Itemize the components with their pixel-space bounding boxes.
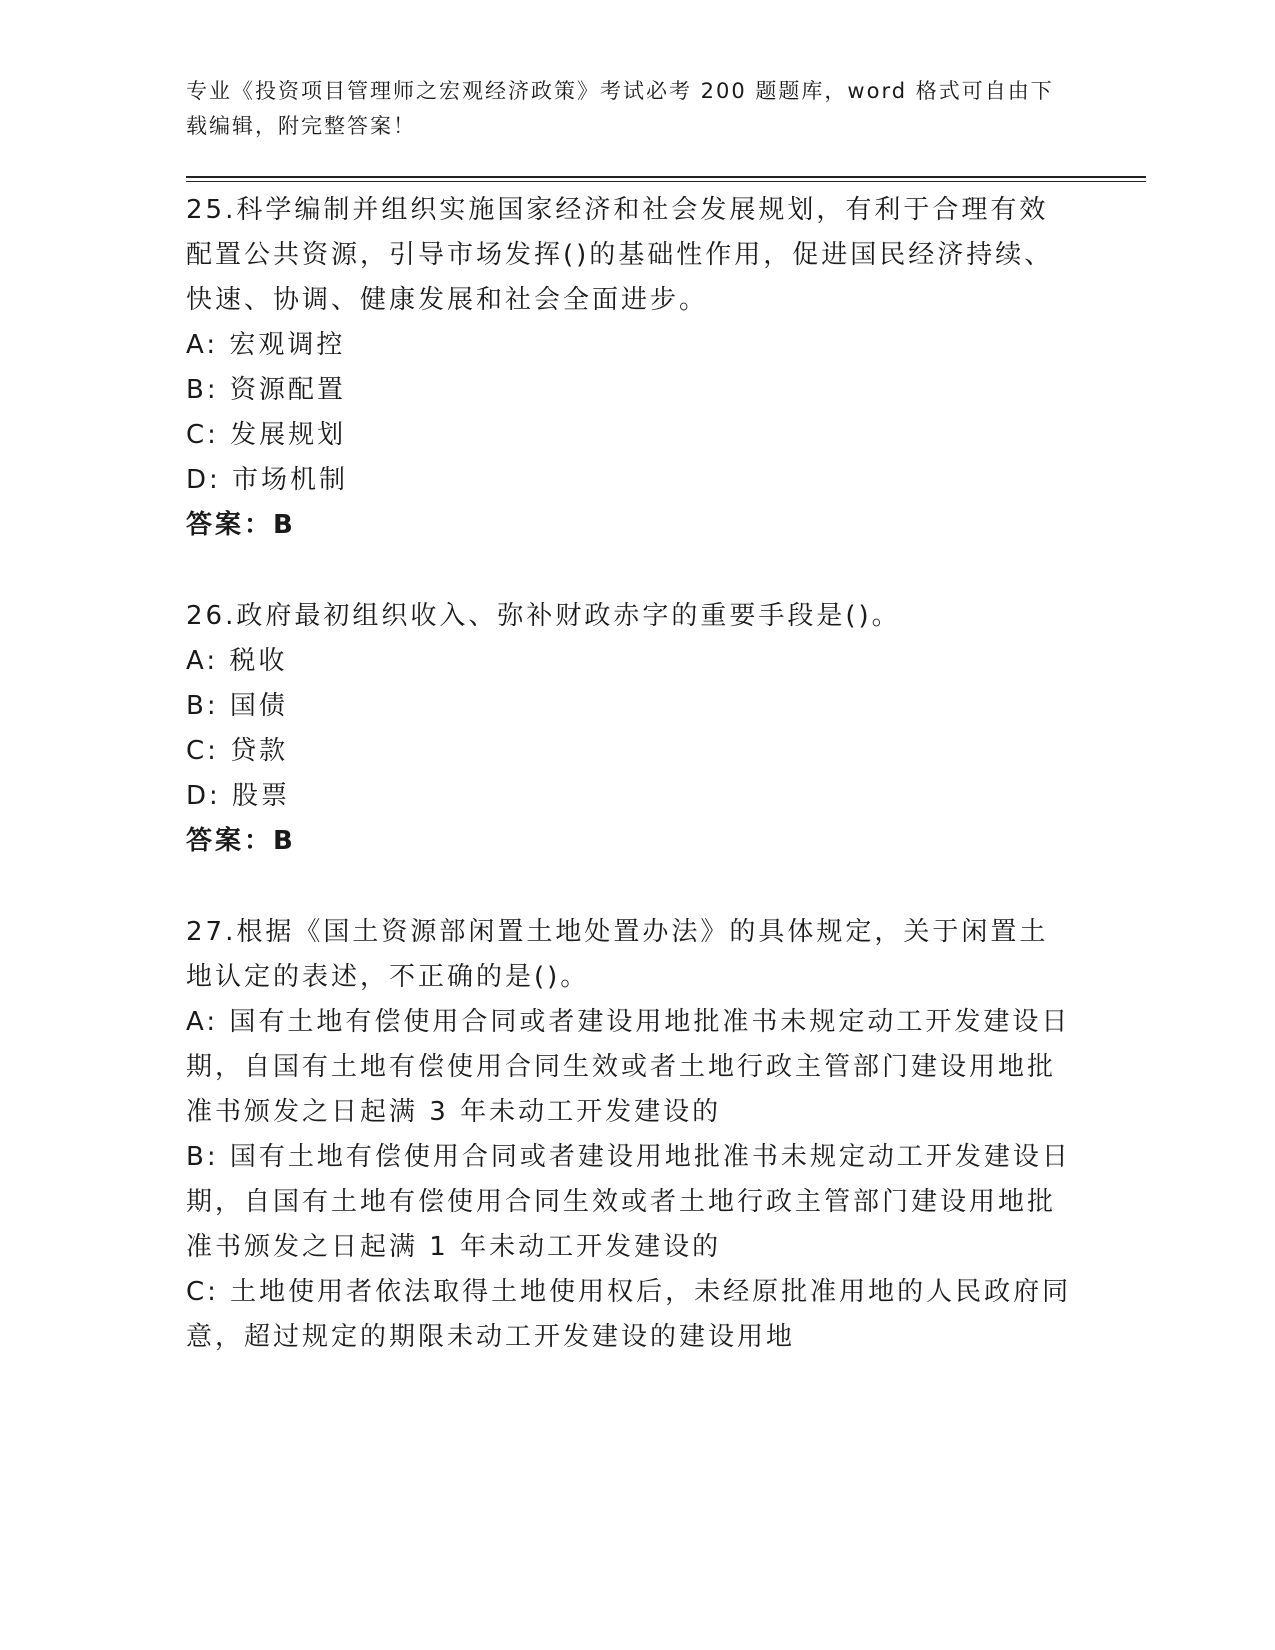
option-a: A: 国有土地有偿使用合同或者建设用地批准书未规定动工开发建设日期，自国有土地有偿使用合同生效或者土地行政主管部门建设用地批准书颁发之日起满 3 年未动工开发建设的 xyxy=(186,1007,1071,1127)
option-d: D: 股票 xyxy=(186,781,291,811)
question-stem: 27.根据《国土资源部闲置土地处置办法》的具体规定，关于闲置土地认定的表述，不正确的是()。 xyxy=(186,917,1049,992)
question-25 xyxy=(186,188,1076,548)
option-b: B: 国债 xyxy=(186,691,288,721)
option-a: A: 宏观调控 xyxy=(186,330,346,360)
question-list xyxy=(186,188,1076,1406)
answer: 答案：B xyxy=(186,510,296,540)
page-header: 专业《投资项目管理师之宏观经济政策》考试必考 200 题题库，word 格式可自由下载编辑，附完整答案！ xyxy=(186,79,1054,138)
option-d: D: 市场机制 xyxy=(186,465,349,495)
option-c: C: 贷款 xyxy=(186,736,289,766)
option-b: B: 资源配置 xyxy=(186,375,346,405)
option-c: C: 土地使用者依法取得土地使用权后，未经原批准用地的人民政府同意，超过规定的期限未动工开发建设的建设用地 xyxy=(186,1277,1072,1352)
question-stem: 26.政府最初组织收入、弥补财政赤字的重要手段是()。 xyxy=(186,601,901,631)
header-rule-thin xyxy=(186,181,1146,182)
option-a: A: 税收 xyxy=(186,646,288,676)
answer: 答案：B xyxy=(186,826,296,856)
question-26 xyxy=(186,594,1076,864)
question-stem: 25.科学编制并组织实施国家经济和社会发展规划，有利于合理有效配置公共资源，引导市场发挥()的基础性作用，促进国民经济持续、快速、协调、健康发展和社会全面进步。 xyxy=(186,195,1054,315)
option-b: B: 国有土地有偿使用合同或者建设用地批准书未规定动工开发建设日期，自国有土地有偿使用合同生效或者土地行政主管部门建设用地批准书颁发之日起满 1 年未动工开发建设的 xyxy=(186,1142,1071,1262)
option-c: C: 发展规划 xyxy=(186,420,347,450)
question-27 xyxy=(186,910,1076,1360)
header-rule-thick xyxy=(186,176,1146,178)
